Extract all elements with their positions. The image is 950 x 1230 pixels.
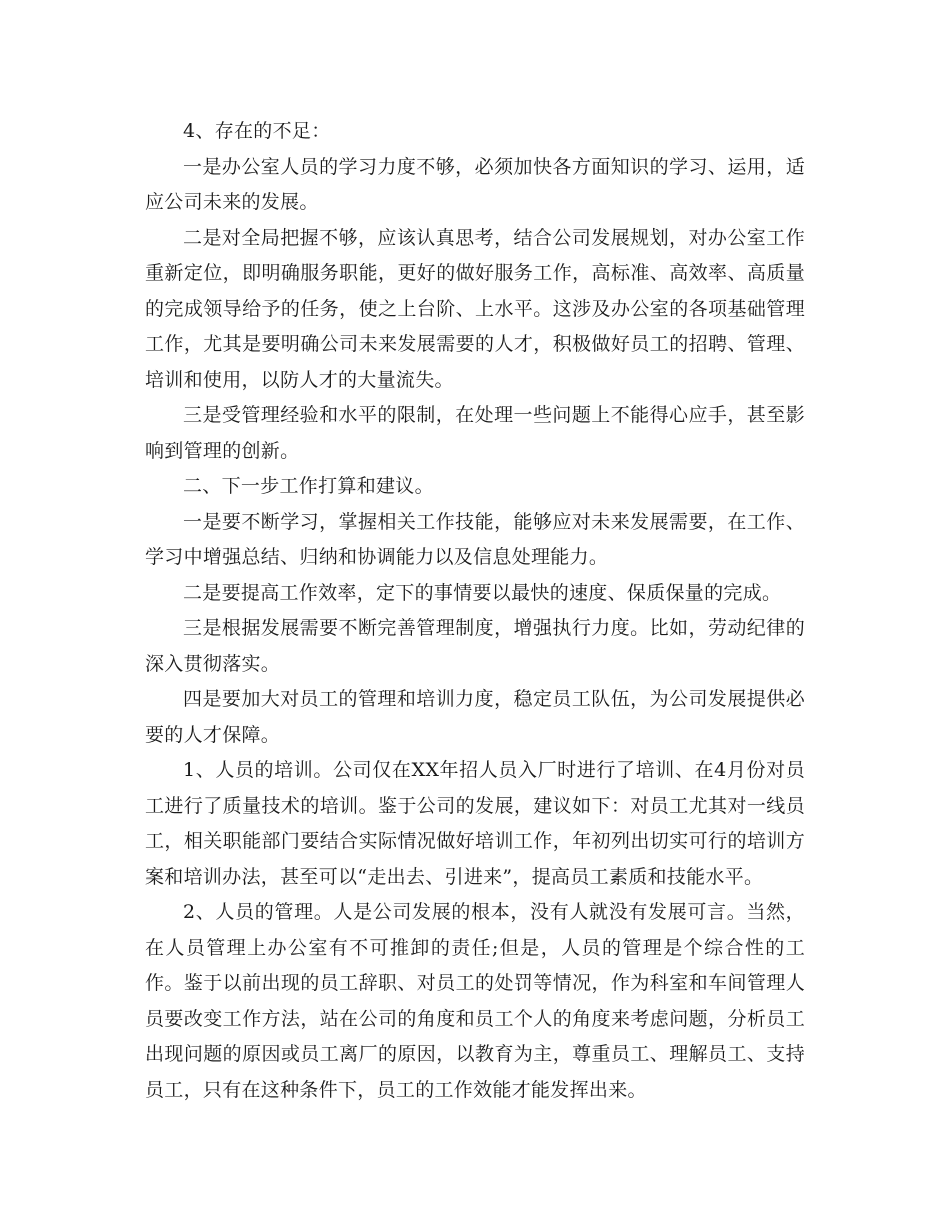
paragraph-plan-2: 二是要提高工作效率，定下的事情要以最快的速度、保质保量的完成。 [183,581,782,604]
paragraph-training: 1、人员的培训。公司仅在XX年招人员入厂时进行了培训、在4月份对员工进行了质量技术的培训。鉴于公司的发展，建议如下：对员工尤其对一线员工，相关职能部门要结合实际情况做好培训工作，年初列出切实可行的培训方案和培训办法，甚至可以“走出去、引进来”，提高员工素质和技能水平。 [145,759,805,888]
document-body [145,114,805,1108]
paragraph-plan-3: 三是根据发展需要不断完善管理制度，增强执行力度。比如，劳动纪律的深入贯彻落实。 [145,617,805,675]
paragraph-plan-1: 一是要不断学习，掌握相关工作技能，能够应对未来发展需要，在工作、学习中增强总结、归纳和协调能力以及信息处理能力。 [145,510,805,568]
paragraph-shortcoming-1: 一是办公室人员的学习力度不够，必须加快各方面知识的学习、运用，适应公司未来的发展。 [145,155,805,213]
paragraph-shortcoming-3: 三是受管理经验和水平的限制，在处理一些问题上不能得心应手，甚至影响到管理的创新。 [145,404,805,462]
paragraph-plan-4: 四是要加大对员工的管理和培训力度，稳定员工队伍，为公司发展提供必要的人才保障。 [145,688,805,746]
paragraph-shortcomings-heading: 4、存在的不足： [183,120,331,142]
paragraph-next-steps-heading: 二、下一步工作打算和建议。 [183,475,434,497]
paragraph-shortcoming-2: 二是对全局把握不够，应该认真思考，结合公司发展规划，对办公室工作重新定位，即明确服务职能，更好的做好服务工作，高标准、高效率、高质量的完成领导给予的任务，使之上台阶、上水平。这涉及办公室的各项基础管理工作，尤其是要明确公司未来发展需要的人才，积极做好员工的招聘、管理、培训和使用，以防人才的大量流失。 [145,226,805,391]
paragraph-management: 2、人员的管理。人是公司发展的根本，没有人就没有发展可言。当然，在人员管理上办公室有不可推卸的责任;但是，人员的管理是个综合性的工作。鉴于以前出现的员工辞职、对员工的处罚等情况，作为科室和车间管理人员要改变工作方法，站在公司的角度和员工个人的角度来考虑问题，分析员工出现问题的原因或员工离厂的原因，以教育为主，尊重员工、理解员工、支持员工，只有在这种条件下，员工的工作效能才能发挥出来。 [145,901,805,1101]
